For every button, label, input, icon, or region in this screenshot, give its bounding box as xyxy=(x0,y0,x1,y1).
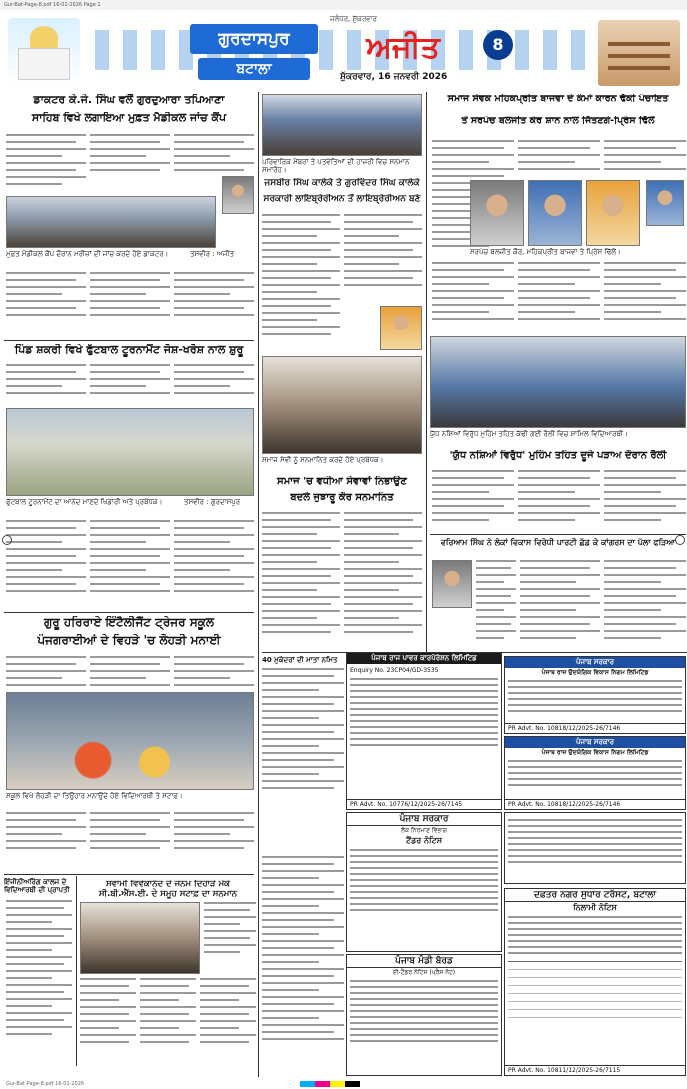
section-divider xyxy=(4,340,254,341)
nagar-sudhar-auction-ad xyxy=(504,888,686,1076)
social-worker-portrait xyxy=(528,180,582,246)
headline-student: ਇੰਜੀਨੀਅਰਿੰਗ ਕਾਲਜ ਦੇ ਵਿਦਿਆਰਥੀ ਦੀ ਪ੍ਰਾਪਤੀ xyxy=(4,878,70,895)
article-body xyxy=(518,470,600,530)
masthead xyxy=(0,12,687,90)
page-number-badge: 8 xyxy=(483,30,513,60)
social-honour-caption: ਸਮਾਜ ਸੇਵੀ ਨੂੰ ਸਨਮਾਨਿਤ ਕਰਦੇ ਹੋਏ ਪ੍ਰਬੰਧਕ। xyxy=(262,456,384,464)
medical-camp-caption: ਮੁਫ਼ਤ ਮੈਡੀਕਲ ਕੈਂਪ ਦੌਰਾਨ ਮਰੀਜ਼ਾਂ ਦੀ ਜਾਂਚ ਕਰਦੇ ਹੋਏ ਡਾਕਟਰ। xyxy=(6,250,169,258)
punjab-govt-notice: ਟੈਂਡਰ ਨੋਟਿਸ xyxy=(405,836,443,845)
article-body xyxy=(6,900,72,1060)
article-body xyxy=(604,262,686,332)
nagar-sudhar-footer: PR Advt. No. 10811/12/2025-26/7115 xyxy=(505,1065,685,1075)
mandi-board-tender-ad xyxy=(346,954,502,1076)
football-credit: ਤਸਵੀਰ : ਗੁਰਦਾਸਪੁਰ xyxy=(184,498,241,506)
article-body xyxy=(262,856,344,1056)
registration-mark xyxy=(2,535,12,545)
auction-table xyxy=(508,961,682,1018)
industrial-ad-1-footer: PR Advt. No. 10818/12/2025-26/7146 xyxy=(505,723,685,733)
nagar-sudhar-title: ਦਫ਼ਤਰ ਨਗਰ ਸੁਧਾਰ ਟਰੱਸਟ, ਬਟਾਲਾ xyxy=(505,889,685,902)
pspcl-ad-footer: PR Advt. No. 10776/12/2025-26/7145 xyxy=(347,799,501,809)
article-body xyxy=(344,214,422,304)
family-photo-caption: ਪਰਿਵਾਰਿਕ ਮੈਂਬਰਾਂ ਤੇ ਪਤਵੰਤਿਆਂ ਦੀ ਹਾਜ਼ਰੀ ਵਿਚ ਸਨਮਾਨ ਸਮਾਰੋਹ। xyxy=(262,158,410,175)
registration-mark xyxy=(675,535,685,545)
pspcl-ad-title: ਪੰਜਾਬ ਰਾਜ ਪਾਵਰ ਕਾਰਪੋਰੇਸ਼ਨ ਲਿਮਿਟਿਡ xyxy=(347,653,501,664)
column-divider xyxy=(76,876,77,1066)
article-body xyxy=(6,812,86,872)
prince-dhillon-portrait xyxy=(586,180,640,246)
article-body xyxy=(432,470,514,530)
sarpanch-portrait xyxy=(470,180,524,246)
article-body xyxy=(604,470,686,530)
punjab-govt-title: ਪੰਜਾਬ ਸਰਕਾਰ xyxy=(347,813,501,826)
anti-drug-rally-photo xyxy=(430,336,686,428)
mandi-board-subtitle: ਈ-ਟੈਂਡਰ ਨੋਟਿਸ (ਪ੍ਰੈਸ ਨੋਟ) xyxy=(392,969,456,976)
article-body xyxy=(90,272,170,324)
article-body xyxy=(174,272,254,324)
article-body xyxy=(604,140,686,176)
headline-panchayat-1: ਸਮਾਜ ਸੇਵਕ ਮਹਿਕਪ੍ਰੀਤ ਬਾਜਵਾ ਦੇ ਕੰਮਾਂ ਕਾਰਨ ਢੱਕੀ ਪੰਚਾਇਤ xyxy=(447,94,669,104)
pdf-header-text: Gur-Bat-Page-8.pdf 16-01-2026 Page 1 xyxy=(4,2,101,8)
small-portrait xyxy=(646,180,684,226)
varyam-singh-portrait xyxy=(432,560,472,608)
football-caption: ਫੁੱਟਬਾਲ ਟੂਰਨਾਮੈਂਟ ਦਾ ਆਨੰਦ ਮਾਣਦੇ ਖਿਡਾਰੀ ਅਤੇ ਪ੍ਰਬੰਧਕ। xyxy=(6,498,163,506)
article-body xyxy=(90,364,170,406)
article-body xyxy=(262,214,340,354)
article-body xyxy=(6,272,86,324)
headline-social-honour-1: ਸਮਾਜ 'ਚ ਵਧੀਆ ਸੇਵਾਵਾਂ ਨਿਭਾਉਣ xyxy=(277,476,407,487)
doctor-photo xyxy=(222,176,254,214)
industrial-ad-2-subtitle: ਪੰਜਾਬ ਰਾਜ ਉਦਯੋਗਿਕ ਵਿਕਾਸ ਨਿਗਮ ਲਿਮਿਟਿਡ xyxy=(541,749,649,756)
article-body xyxy=(204,902,256,974)
industrial-corp-ad-3 xyxy=(504,812,686,884)
pspcl-ad-ref: Enquiry No. 23CP04/GD-3535 xyxy=(350,667,439,674)
brand-subline: ਜਲੰਧਰ, ਸ਼ੁੱਕਰਵਾਰ xyxy=(330,15,378,23)
article-body xyxy=(6,134,86,194)
article-body xyxy=(174,134,254,178)
industrial-ad-2-footer: PR Advt. No. 10818/12/2025-26/7146 xyxy=(505,799,685,809)
pdf-footer-text: Gur-Bat-Page-8.pdf 16-01-2026 xyxy=(6,1081,85,1087)
headline-lecturer-1: ਜਸਬੀਰ ਸਿੰਘ ਕਾਲੇਕੇ ਤੇ ਗੁਰਵਿੰਦਰ ਸਿੰਘ ਕਾਲੇਕੇ xyxy=(264,178,420,188)
honour-ceremony-photo xyxy=(80,902,200,974)
article-body xyxy=(90,656,170,692)
football-team-photo xyxy=(6,408,254,496)
article-body xyxy=(174,812,254,872)
article-body xyxy=(262,668,344,810)
panchayat-photo-caption: ਸਰਪੰਚ ਬਲਜੀਤ ਕੌਰ, ਮਹਿਕਪ੍ਰੀਤ ਬਾਜਵਾ ਤੇ ਪ੍ਰਿੰਸ ਢਿੱਲੋਂ। xyxy=(470,248,621,256)
lecturer-portrait xyxy=(380,306,422,350)
article-body xyxy=(520,560,600,650)
article-body xyxy=(174,364,254,406)
pspcl-tender-ad xyxy=(346,652,502,810)
section-divider xyxy=(430,534,686,535)
pdf-header-strip xyxy=(0,0,687,10)
headline-drug-rally: 'ਯੁੱਧ ਨਸ਼ਿਆਂ ਵਿਰੁੱਧ' ਮੁਹਿੰਮ ਤਹਿਤ ਦੂਜੇ ਪੜਾਅ ਦੌਰਾਨ ਰੈਲੀ xyxy=(449,450,667,461)
section-divider xyxy=(4,612,254,613)
headline-obituary: 40 ਮੁਕੰਦਰਾਂ ਦੀ ਮਾਤਾ ਨਮਿਤ xyxy=(262,656,338,664)
family-group-photo xyxy=(262,94,422,156)
fort-illustration xyxy=(598,20,680,86)
article-body xyxy=(90,134,170,178)
lohri-caption: ਸਕੂਲ ਵਿਖੇ ਲੋਹੜੀ ਦਾ ਤਿਉਹਾਰ ਮਨਾਉਂਦੇ ਹੋਏ ਵਿਦਿਆਰਥੀ ਤੇ ਸਟਾਫ਼। xyxy=(6,792,183,800)
social-honour-photo xyxy=(262,356,422,454)
headline-swami: ਸਵਾਮੀ ਵਿਵੇਕਾਨੰਦ ਦੇ ਜਨਮ ਦਿਹਾੜੇ ਮੌਕੇ ਸੀ.ਬੀ.ਐੱਸ.ਈ. ਦੇ ਸਮੂਹ ਸਟਾਫ਼ ਦਾ ਸਨਮਾਨ xyxy=(98,880,238,899)
article-body xyxy=(6,520,86,606)
headline-opposition: ਵਰਿਆਮ ਸਿੰਘ ਨੇ ਲੋਕਾਂ ਵਿਕਾਸ ਵਿਰੋਧੀ ਪਾਰਟੀ ਛੱਡ ਕੇ ਕਾਂਗਰਸ ਦਾ ਪੱਲਾ ਫੜਿਆ xyxy=(440,538,676,547)
article-body xyxy=(6,186,66,256)
pdf-footer xyxy=(0,1079,687,1089)
article-body xyxy=(200,978,256,1062)
headline-football: ਪਿੰਡ ਸ਼ਕਰੀ ਵਿਖੇ ਫੁੱਟਬਾਲ ਟੂਰਨਾਮੈਂਟ ਜੋਸ਼-ਖਰੋਸ਼ ਨਾਲ ਸ਼ੁਰੂ xyxy=(14,344,244,356)
issue-date: ਸ਼ੁੱਕਰਵਾਰ, 16 ਜਨਵਰੀ 2026 xyxy=(340,72,448,82)
headline-social-honour-2: ਬਦਲੇ ਜੁਝਾਰੂ ਕੌਰ ਸਨਮਾਨਿਤ xyxy=(290,492,394,503)
column-divider xyxy=(426,92,427,652)
article-body xyxy=(344,512,422,648)
headline-lohri-2: ਪੰਜਗਰਾਈਆਂ ਦੇ ਵਿਹੜੇ 'ਚ ਲੋਹੜੀ ਮਨਾਈ xyxy=(37,634,221,647)
edition-title: ਗੁਰਦਾਸਪੁਰ xyxy=(190,24,318,54)
article-body xyxy=(174,656,254,692)
article-body xyxy=(174,520,254,606)
industrial-corp-ad-2 xyxy=(504,736,686,810)
column-divider xyxy=(258,92,259,1077)
article-body xyxy=(476,560,516,650)
article-body xyxy=(6,656,86,692)
mandi-board-title: ਪੰਜਾਬ ਮੰਡੀ ਬੋਰਡ xyxy=(347,955,501,968)
section-divider xyxy=(4,874,254,875)
article-body xyxy=(604,560,686,650)
edition-subtitle: ਬਟਾਲਾ xyxy=(198,58,310,80)
industrial-ad-1-subtitle: ਪੰਜਾਬ ਰਾਜ ਉਦਯੋਗਿਕ ਵਿਕਾਸ ਨਿਗਮ ਲਿਮਿਟਿਡ xyxy=(541,669,649,676)
industrial-ad-1-title: ਪੰਜਾਬ ਸਰਕਾਰ xyxy=(505,657,685,668)
newspaper-brand: ਅਜੀਤ xyxy=(366,30,440,65)
article-body xyxy=(6,364,86,406)
headline-lecturer-2: ਸਰਕਾਰੀ ਲਾਇਬ੍ਰੇਰੀਅਨ ਤੋਂ ਲਾਇਬ੍ਰੇਰੀਅਨ ਬਣੇ xyxy=(263,194,421,204)
industrial-ad-2-title: ਪੰਜਾਬ ਸਰਕਾਰ xyxy=(505,737,685,748)
lohri-celebration-photo xyxy=(6,692,254,790)
punjab-govt-subtitle: ਲੋਕ ਨਿਰਮਾਣ ਵਿਭਾਗ xyxy=(400,827,448,834)
headline-lohri-1: ਗੁਰੂ ਹਰਿਰਾਏ ਇੰਟੈਲੀਜੈਂਟ ਟ੍ਰੇਜਰ ਸਕੂਲ xyxy=(43,616,215,629)
medical-camp-credit: ਤਸਵੀਰ : ਅਜੀਤ xyxy=(190,250,234,258)
headline-panchayat-2: ਤੋਂ ਸਰਪੰਚ ਬਲਜੀਤ ਕੌਰ ਸ਼ਾਨ ਨਾਲ ਜਿੱਤਣਗੇ-ਪ੍ਰਿੰਸ ਢਿੱਲੋਂ xyxy=(461,116,655,126)
headline-medical-camp-1: ਡਾਕਟਰ ਕੇ.ਜੇ. ਸਿੰਘ ਵਲੋਂ ਗੁਰਦੁਆਰਾ ਤਪਿਆਣਾ xyxy=(33,94,225,106)
article-body xyxy=(90,812,170,872)
nagar-sudhar-subtitle: ਨਿਲਾਮੀ ਨੋਟਿਸ xyxy=(573,903,617,912)
article-body xyxy=(518,262,600,332)
article-body xyxy=(518,140,600,176)
article-body xyxy=(262,512,340,648)
article-body xyxy=(432,262,514,332)
punjab-govt-tender-ad xyxy=(346,812,502,952)
golden-temple-illustration xyxy=(8,18,80,86)
article-body xyxy=(140,978,196,1062)
headline-medical-camp-2: ਸਾਹਿਬ ਵਿਖੇ ਲਗਾਇਆ ਮੁਫ਼ਤ ਮੈਡੀਕਲ ਜਾਂਚ ਕੈਂਪ xyxy=(31,112,227,124)
industrial-corp-ad-1 xyxy=(504,656,686,734)
article-body xyxy=(80,978,136,1062)
article-body xyxy=(90,520,170,606)
rally-caption: ਯੁੱਧ ਨਸ਼ਿਆਂ ਵਿਰੁੱਧ ਮੁਹਿੰਮ ਤਹਿਤ ਕੱਢੀ ਗਈ ਰੈਲੀ ਵਿਚ ਸ਼ਾਮਿਲ ਵਿਦਿਆਰਥੀ। xyxy=(430,430,628,438)
